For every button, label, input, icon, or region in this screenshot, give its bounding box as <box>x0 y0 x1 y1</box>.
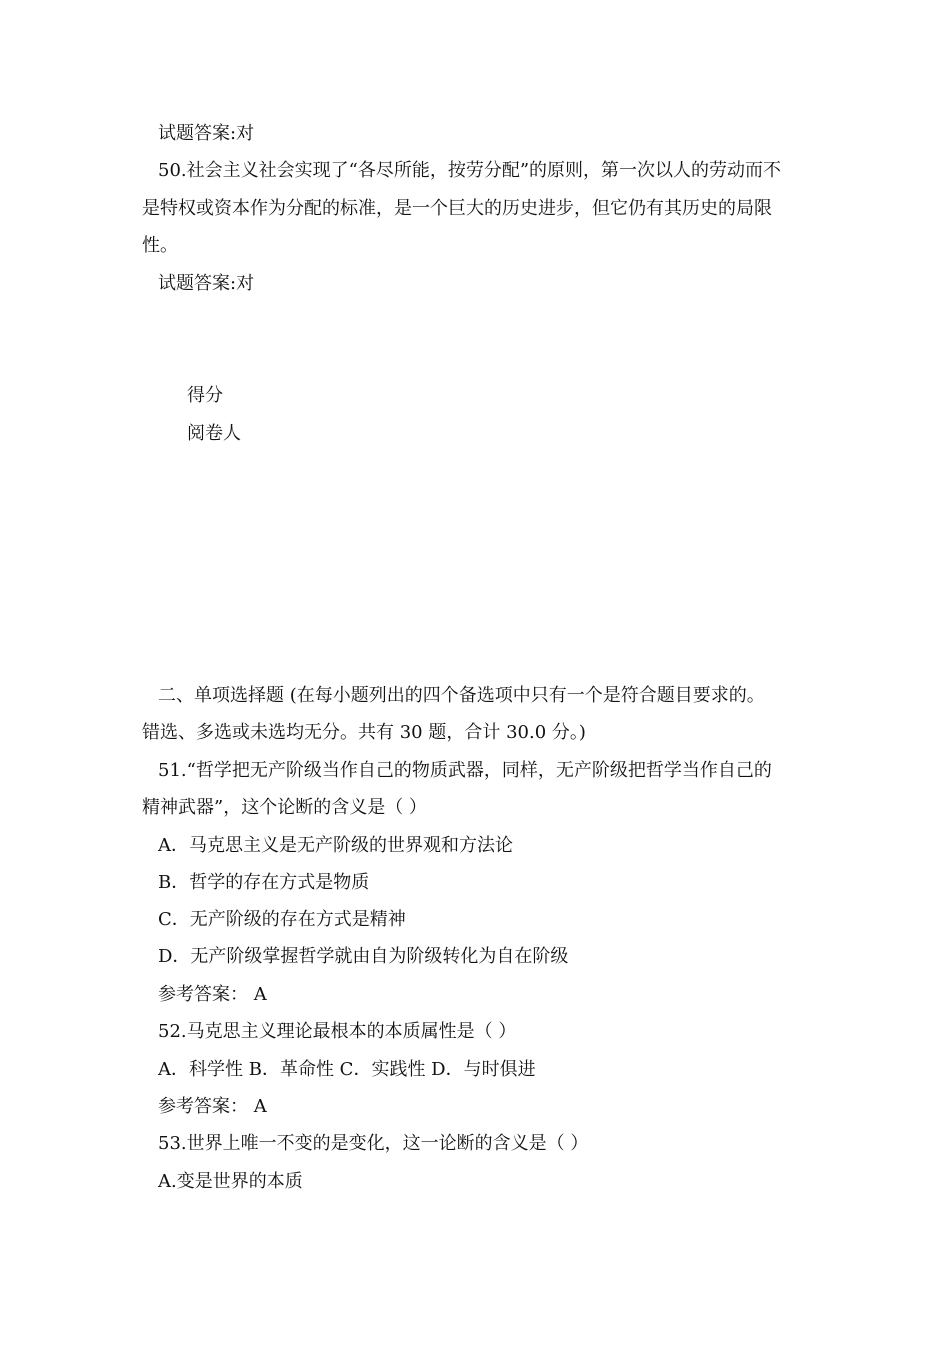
q52-line-1: 52.马克思主义理论最根本的本质属性是（ ） <box>158 1021 517 1042</box>
q51-option-b: B．哲学的存在方式是物质 <box>158 872 370 893</box>
section-2-heading-line-2: 错选、多选或未选均无分。共有 30 题，合计 30.0 分。) <box>142 722 586 743</box>
reviewer-label: 阅卷人 <box>187 423 241 444</box>
q51-option-c: C．无产阶级的存在方式是精神 <box>158 909 406 930</box>
q50-line-3: 性。 <box>142 235 178 256</box>
q51-line-1: 51.“哲学把无产阶级当作自己的物质武器，同样，无产阶级把哲学当作自己的 <box>158 760 772 781</box>
q50-answer: 试题答案:对 <box>158 273 255 294</box>
q51-line-2: 精神武器”，这个论断的含义是（ ） <box>142 797 427 818</box>
q53-line-1: 53.世界上唯一不变的是变化，这一论断的含义是（ ） <box>158 1133 589 1154</box>
q52-answer: 参考答案： A <box>158 1096 267 1117</box>
q53-option-a: A.变是世界的本质 <box>158 1171 303 1192</box>
score-label: 得分 <box>187 385 223 406</box>
q49-answer: 试题答案:对 <box>158 123 255 144</box>
q51-answer: 参考答案： A <box>158 984 267 1005</box>
q52-options: A．科学性 B．革命性 C．实践性 D．与时俱进 <box>158 1059 536 1080</box>
section-2-heading-line-1: 二、单项选择题 (在每小题列出的四个备选项中只有一个是符合题目要求的。 <box>158 685 765 706</box>
q50-line-2: 是特权或资本作为分配的标准，是一个巨大的历史进步，但它仍有其历史的局限 <box>142 198 772 219</box>
q50-line-1: 50.社会主义社会实现了“各尽所能，按劳分配”的原则，第一次以人的劳动而不 <box>158 160 782 181</box>
q51-option-d: D．无产阶级掌握哲学就由自为阶级转化为自在阶级 <box>158 946 569 967</box>
q51-option-a: A．马克思主义是无产阶级的世界观和方法论 <box>158 835 513 856</box>
